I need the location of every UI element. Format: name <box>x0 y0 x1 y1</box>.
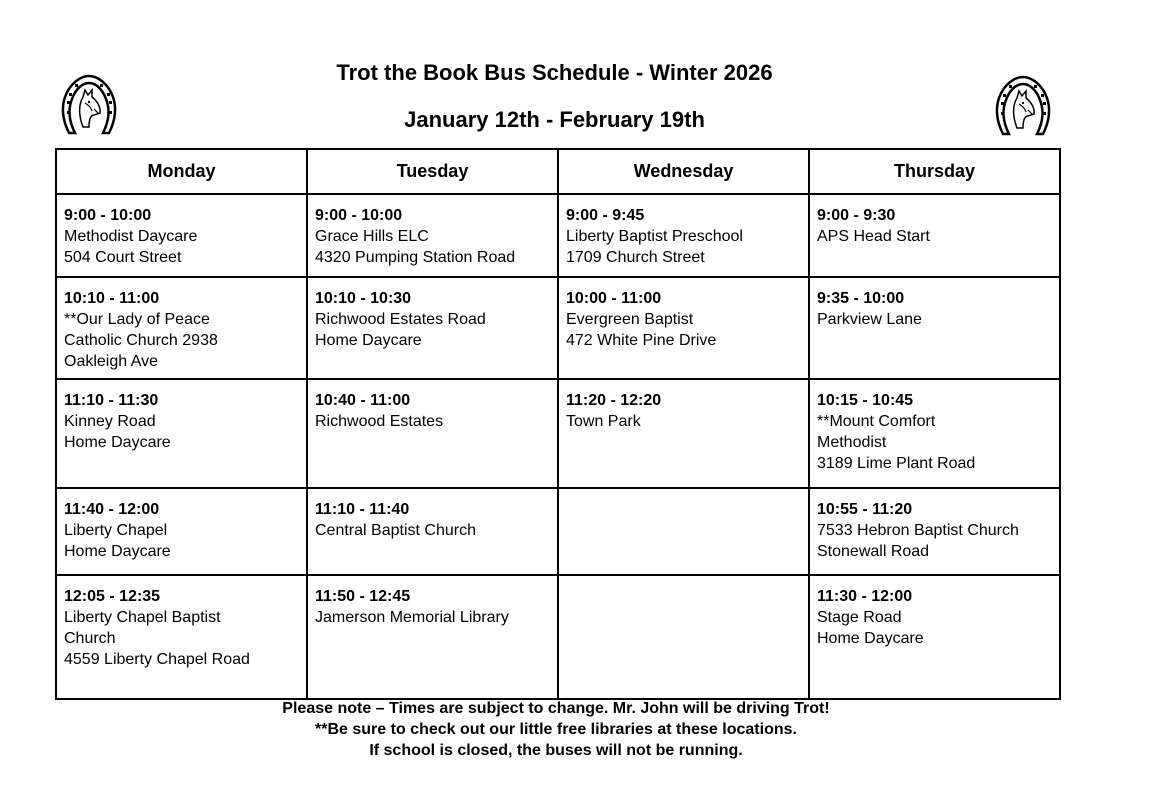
table-row <box>56 194 1060 277</box>
stop-location-line: 3189 Lime Plant Road <box>817 455 976 472</box>
stop-time: 10:15 - 10:45 <box>817 392 914 409</box>
stop-time: 11:10 - 11:30 <box>64 392 159 409</box>
date-range: January 12th - February 19th <box>404 107 705 132</box>
stop-time: 10:55 - 11:20 <box>817 501 913 518</box>
stop-time: 11:40 - 12:00 <box>64 501 160 518</box>
stop-location-line: Kinney Road <box>64 413 156 430</box>
stop-time: 11:30 - 12:00 <box>817 588 913 605</box>
schedule-stop-cell <box>307 379 558 488</box>
schedule-stop-cell <box>809 194 1060 277</box>
schedule-stop-cell <box>558 379 809 488</box>
schedule-stop-cell <box>307 575 558 699</box>
header-row <box>56 149 1060 194</box>
stop-location-line: Central Baptist Church <box>315 522 476 539</box>
stop-time: 11:10 - 11:40 <box>315 501 410 518</box>
empty-cell <box>558 575 809 699</box>
stop-time: 10:00 - 11:00 <box>566 290 662 307</box>
column-header-wednesday: Wednesday <box>558 149 809 194</box>
stop-location-line: Town Park <box>566 413 641 430</box>
stop-location-line: **Our Lady of Peace <box>64 311 210 328</box>
horseshoe-horse-icon <box>995 74 1051 138</box>
stop-location-line: Home Daycare <box>64 543 171 560</box>
schedule-stop-cell <box>307 488 558 575</box>
stop-location-line: Methodist <box>817 434 887 451</box>
stop-time: 10:10 - 10:30 <box>315 290 412 307</box>
stop-location-line: Methodist Daycare <box>64 228 198 245</box>
note-times-change: Please note – Times are subject to change. Mr. John will be driving Trot! <box>282 700 830 717</box>
schedule-stop-cell <box>809 379 1060 488</box>
stop-time: 10:40 - 11:00 <box>315 392 411 409</box>
schedule-stop-cell <box>307 194 558 277</box>
schedule-stop-cell <box>558 194 809 277</box>
stop-location-line: 1709 Church Street <box>566 249 705 266</box>
stop-location-line: Liberty Chapel Baptist <box>64 609 221 626</box>
stop-location-line: Home Daycare <box>64 434 171 451</box>
stop-location-line: Parkview Lane <box>817 311 922 328</box>
table-row <box>56 488 1060 575</box>
horseshoe-horse-icon <box>61 73 117 137</box>
stop-location-line: Richwood Estates Road <box>315 311 486 328</box>
stop-time: 9:00 - 9:45 <box>566 207 645 224</box>
schedule-stop-cell <box>809 575 1060 699</box>
stop-location-line: Oakleigh Ave <box>64 353 158 370</box>
table-row <box>56 575 1060 699</box>
stop-location-line: Church <box>64 630 116 647</box>
empty-cell <box>558 488 809 575</box>
stop-location-line: Home Daycare <box>315 332 422 349</box>
stop-time: 11:50 - 12:45 <box>315 588 411 605</box>
column-header-monday: Monday <box>56 149 307 194</box>
stop-location-line: **Mount Comfort <box>817 413 936 430</box>
stop-time: 9:35 - 10:00 <box>817 290 905 307</box>
stop-location-line: 504 Court Street <box>64 249 182 266</box>
stop-time: 12:05 - 12:35 <box>64 588 161 605</box>
schedule-stop-cell <box>56 379 307 488</box>
stop-time: 9:00 - 9:30 <box>817 207 896 224</box>
stop-location-line: Stage Road <box>817 609 902 626</box>
column-header-thursday: Thursday <box>809 149 1060 194</box>
note-school-closed: If school is closed, the buses will not be running. <box>369 742 743 759</box>
stop-location-line: Evergreen Baptist <box>566 311 694 328</box>
stop-location-line: Home Daycare <box>817 630 924 647</box>
stop-location-line: Catholic Church 2938 <box>64 332 218 349</box>
schedule-stop-cell <box>307 277 558 379</box>
schedule-table <box>55 148 1061 700</box>
stop-time: 10:10 - 11:00 <box>64 290 160 307</box>
stop-time: 9:00 - 10:00 <box>315 207 403 224</box>
schedule-stop-cell <box>809 488 1060 575</box>
stop-location-line: 4320 Pumping Station Road <box>315 249 516 266</box>
column-header-tuesday: Tuesday <box>307 149 558 194</box>
table-row <box>56 379 1060 488</box>
schedule-stop-cell <box>56 194 307 277</box>
stop-location-line: 7533 Hebron Baptist Church <box>817 522 1019 539</box>
schedule-stop-cell <box>56 488 307 575</box>
stop-location-line: Liberty Baptist Preschool <box>566 228 743 245</box>
note-free-libraries: **Be sure to check out our little free libraries at these locations. <box>315 721 797 738</box>
stop-location-line: APS Head Start <box>817 228 930 245</box>
schedule-stop-cell <box>809 277 1060 379</box>
stop-location-line: 4559 Liberty Chapel Road <box>64 651 250 668</box>
table-row <box>56 277 1060 379</box>
stop-location-line: Stonewall Road <box>817 543 930 560</box>
stop-location-line: 472 White Pine Drive <box>566 332 717 349</box>
stop-time: 9:00 - 10:00 <box>64 207 152 224</box>
stop-location-line: Jamerson Memorial Library <box>315 609 509 626</box>
stop-location-line: Liberty Chapel <box>64 522 168 539</box>
stop-location-line: Grace Hills ELC <box>315 228 429 245</box>
schedule-stop-cell <box>56 277 307 379</box>
stop-location-line: Richwood Estates <box>315 413 444 430</box>
page-title: Trot the Book Bus Schedule - Winter 2026 <box>336 60 773 85</box>
schedule-stop-cell <box>56 575 307 699</box>
schedule-stop-cell <box>558 277 809 379</box>
stop-time: 11:20 - 12:20 <box>566 392 662 409</box>
footer-notes <box>0 698 1112 761</box>
